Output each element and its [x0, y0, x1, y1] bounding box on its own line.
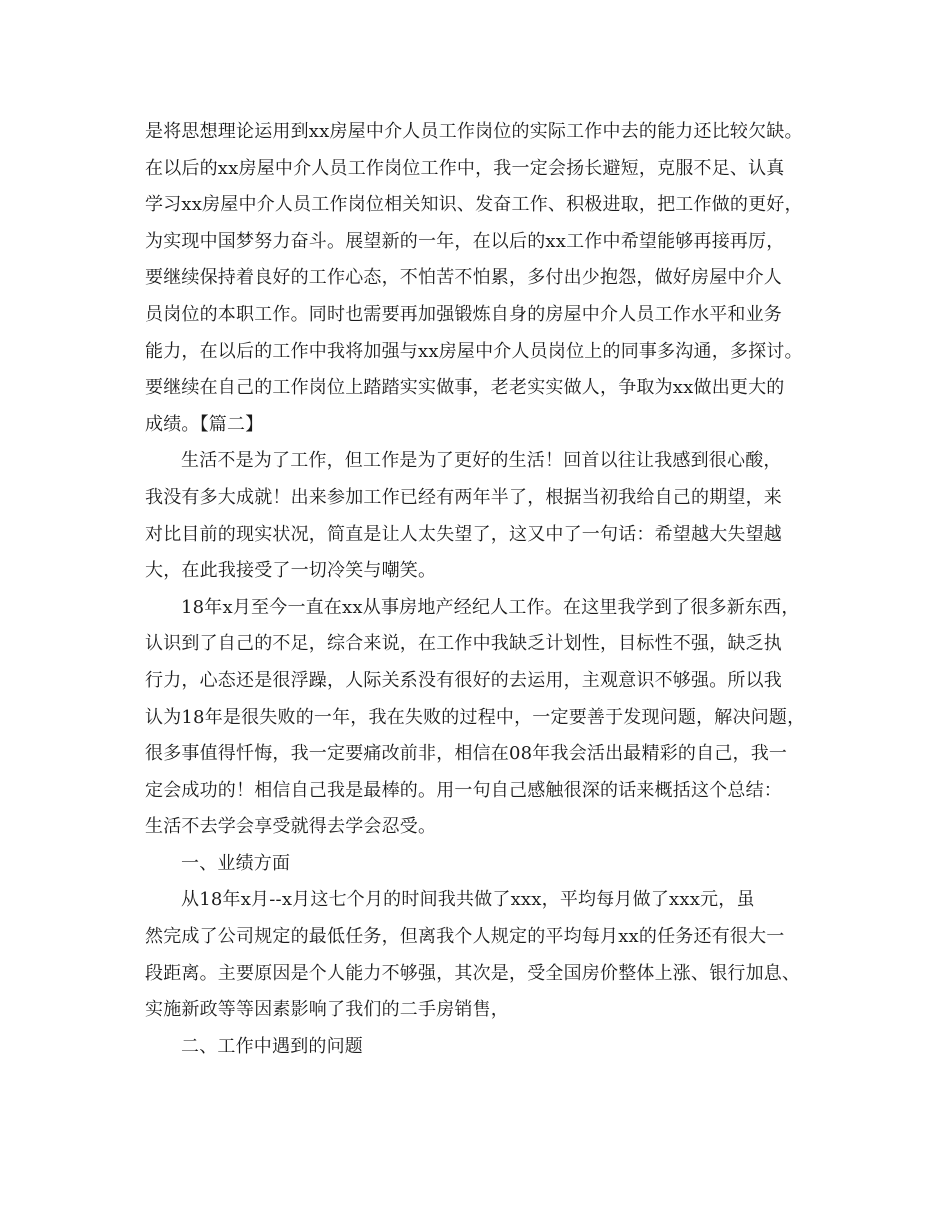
- text-line: 我没有多大成就！出来参加工作已经有两年半了，根据当初我给自己的期望，来: [145, 486, 782, 508]
- text-line: 从18年x月--x月这七个月的时间我共做了xxx，平均每月做了xxx元，虽: [181, 889, 755, 911]
- text-line: 为实现中国梦努力奋斗。展望新的一年，在以后的xx工作中希望能够再接再厉，: [145, 230, 785, 252]
- text-line: 实施新政等等因素影响了我们的二手房销售，: [145, 999, 509, 1021]
- text-line: 要继续在自己的工作岗位上踏踏实实做事，老老实实做人，争取为xx做出更大的: [145, 377, 785, 399]
- text-line: 能力，在以后的工作中我将加强与xx房屋中介人员岗位上的同事多沟通，多探讨。: [145, 340, 803, 362]
- text-line: 员岗位的本职工作。同时也需要再加强锻炼自身的房屋中介人员工作水平和业务: [145, 303, 782, 325]
- text-line: 段距离。主要原因是个人能力不够强，其次是，受全国房价整体上涨、银行加息、: [145, 962, 801, 984]
- text-line: 行力，心态还是很浮躁，人际关系没有很好的去运用，主观意识不够强。所以我: [145, 669, 782, 691]
- text-line: 在以后的xx房屋中介人员工作岗位工作中，我一定会扬长避短，克服不足、认真: [145, 157, 785, 179]
- text-line: 定会成功的！相信自己我是最棒的。用一句自己感触很深的话来概括这个总结：: [145, 779, 782, 801]
- text-line: 然完成了公司规定的最低任务，但离我个人规定的平均每月xx的任务还有很大一: [145, 926, 785, 948]
- text-line: 生活不是为了工作，但工作是为了更好的生活！回首以往让我感到很心酸，: [181, 450, 782, 472]
- text-line: 大，在此我接受了一切冷笑与嘲笑。: [145, 560, 437, 582]
- text-line: 学习xx房屋中介人员工作岗位相关知识、发奋工作、积极进取，把工作做的更好，: [145, 194, 803, 216]
- text-line: 二、工作中遇到的问题: [181, 1035, 363, 1057]
- text-line: 生活不去学会享受就得去学会忍受。: [145, 816, 437, 838]
- text-line: 成绩。【篇二】: [145, 413, 264, 435]
- text-line: 很多事值得忏悔，我一定要痛改前非，相信在08年我会活出最精彩的自己，我一: [145, 743, 788, 765]
- text-line: 是将思想理论运用到xx房屋中介人员工作岗位的实际工作中去的能力还比较欠缺。: [145, 121, 803, 142]
- text-line: 18年x月至今一直在xx从事房地产经纪人工作。在这里我学到了很多新东西，: [181, 596, 800, 618]
- text-line: 一、业绩方面: [181, 852, 291, 874]
- document-body: [145, 114, 825, 1065]
- text-line: 认识到了自己的不足，综合来说，在工作中我缺乏计划性，目标性不强，缺乏执: [145, 633, 782, 655]
- text-line: 认为18年是很失败的一年，我在失败的过程中，一定要善于发现问题，解决问题，: [145, 706, 806, 728]
- text-line: 要继续保持着良好的工作心态，不怕苦不怕累，多付出少抱怨，做好房屋中介人: [145, 267, 782, 289]
- text-line: 对比目前的现实状况，简直是让人太失望了，这又中了一句话：希望越大失望越: [145, 523, 782, 545]
